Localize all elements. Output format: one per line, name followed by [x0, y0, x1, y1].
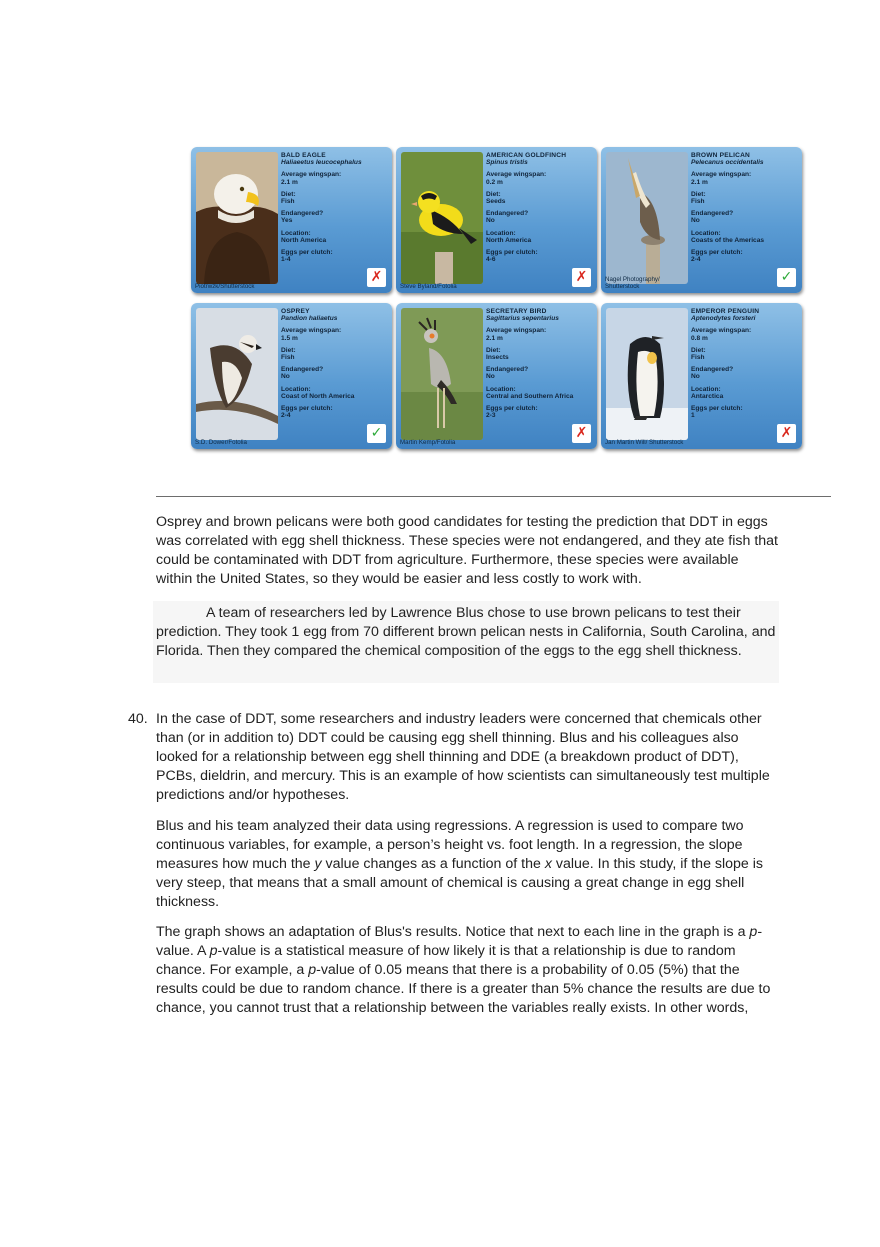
location-value: Coasts of the Americas	[691, 236, 765, 244]
location-label: Location:	[281, 385, 311, 393]
bird-name: OSPREY	[281, 308, 310, 315]
diet-label: Diet:	[281, 346, 296, 354]
bird-card-emperor-penguin	[601, 303, 802, 449]
bird-info	[486, 152, 594, 268]
location-label: Location:	[486, 385, 516, 393]
check-mark-icon: ✓	[367, 424, 386, 443]
text-run: value. In this study, if the slope is very steep, that means that a small amount of chemical is causing a great change in egg shell thickness.	[156, 856, 764, 910]
bald-eagle-photo	[196, 152, 278, 284]
bird-info	[691, 152, 799, 268]
brown-pelican-photo	[606, 152, 688, 284]
bird-card-osprey	[191, 303, 392, 449]
scientific-name: Spinus tristis	[486, 159, 528, 167]
question-number: 40.	[128, 711, 148, 727]
eggs-label: Eggs per clutch:	[281, 405, 333, 413]
diet-label: Diet:	[691, 190, 706, 198]
location-label: Location:	[691, 385, 721, 393]
diet-value: Fish	[281, 354, 295, 362]
variable-x: x	[544, 856, 552, 872]
photo-credit: Jan Martin Will/ Shutterstock	[605, 439, 684, 446]
bird-info	[486, 308, 594, 424]
bird-card-american-goldfinch	[396, 147, 597, 293]
diet-value: Insects	[486, 354, 509, 362]
scientific-name: Aptenodytes forsteri	[691, 315, 756, 323]
diet-value: Fish	[691, 198, 705, 206]
bird-name: BALD EAGLE	[281, 152, 326, 159]
wingspan-value: 2.1 m	[281, 178, 298, 186]
wingspan-label: Average wingspan:	[691, 327, 752, 335]
bird-name: AMERICAN GOLDFINCH	[486, 152, 567, 159]
emperor-penguin-photo	[606, 308, 688, 440]
osprey-photo	[196, 308, 278, 440]
endangered-value: No	[486, 217, 495, 225]
bird-name: EMPEROR PENGUIN	[691, 308, 760, 315]
bird-card-bald-eagle	[191, 147, 392, 293]
photo-credit: Steve Byland/Fotolia	[400, 283, 457, 290]
diet-value: Fish	[691, 354, 705, 362]
wingspan-value: 0.2 m	[486, 178, 503, 186]
endangered-value: Yes	[281, 217, 293, 225]
scientific-name: Sagittarius sepentarius	[486, 315, 559, 323]
location-value: North America	[486, 236, 532, 244]
eggs-label: Eggs per clutch:	[691, 249, 743, 257]
american-goldfinch-photo	[401, 152, 483, 284]
endangered-label: Endangered?	[281, 210, 324, 218]
location-label: Location:	[691, 229, 721, 237]
location-value: North America	[281, 236, 327, 244]
endangered-label: Endangered?	[281, 366, 324, 374]
text-run: Blus and his team analyzed their data using regressions. A regression is used to compare two continuous variables, for example, a person’s height vs. foot length. In a regression, the slope measures how much the	[156, 818, 744, 872]
photo-credit: Piotrwzk/Shutterstock	[195, 283, 255, 290]
bird-cards-figure	[191, 147, 801, 451]
wingspan-label: Average wingspan:	[691, 171, 752, 179]
endangered-label: Endangered?	[486, 366, 529, 374]
p-italic: p	[308, 962, 317, 978]
horizontal-divider	[156, 496, 831, 497]
cross-mark-icon: ✗	[572, 268, 591, 287]
cross-mark-icon: ✗	[572, 424, 591, 443]
location-label: Location:	[486, 229, 516, 237]
eggs-value: 1	[691, 412, 695, 420]
scientific-name: Pelecanus occidentalis	[691, 159, 764, 167]
eggs-value: 2-3	[486, 412, 496, 420]
text-run: -value is a statistical measure of how likely it is that a relationship is due to random chance. For example, a	[156, 943, 736, 978]
wingspan-value: 1.5 m	[281, 334, 298, 342]
diet-label: Diet:	[281, 190, 296, 198]
eggs-value: 4-6	[486, 256, 496, 264]
wingspan-label: Average wingspan:	[486, 171, 547, 179]
p-italic: p	[749, 924, 758, 940]
diet-value: Seeds	[486, 198, 506, 206]
bird-info	[691, 308, 799, 424]
eggs-value: 2-4	[281, 412, 291, 420]
scientific-name: Pandion haliaetus	[281, 315, 338, 323]
cross-mark-icon: ✗	[777, 424, 796, 443]
wingspan-value: 0.8 m	[691, 334, 708, 342]
endangered-label: Endangered?	[691, 366, 734, 374]
location-value: Coast of North America	[281, 392, 355, 400]
bird-card-brown-pelican	[601, 147, 802, 293]
endangered-label: Endangered?	[691, 210, 734, 218]
eggs-label: Eggs per clutch:	[486, 249, 538, 257]
wingspan-value: 2.1 m	[691, 178, 708, 186]
text-run: The graph shows an adaptation of Blus's results. Notice that next to each line in the graph is a	[156, 924, 750, 940]
eggs-value: 2-4	[691, 256, 701, 264]
paragraph-regression	[156, 817, 778, 912]
eggs-value: 1-4	[281, 256, 291, 264]
bird-card-secretary-bird	[396, 303, 597, 449]
cross-mark-icon: ✗	[367, 268, 386, 287]
wingspan-label: Average wingspan:	[281, 171, 342, 179]
diet-label: Diet:	[691, 346, 706, 354]
scientific-name: Haliaeetus leucocephalus	[281, 159, 362, 167]
photo-credit: Martin Kemp/Fotolia	[400, 439, 456, 446]
paragraph-blus-team: A team of researchers led by Lawrence Blus chose to use brown pelicans to test their prediction. They took 1 egg from 70 different brown pelican nests in California, South Carolina, and Florida. Then they compared the chemical composition of the eggs to the egg shell thickness.	[156, 605, 776, 659]
location-value: Antarctica	[691, 392, 724, 400]
eggs-label: Eggs per clutch:	[691, 405, 743, 413]
wingspan-label: Average wingspan:	[281, 327, 342, 335]
paragraph-question-40: In the case of DDT, some researchers and industry leaders were concerned that chemicals other than (or in addition to) DDT could be causing egg shell thinning. Blus and his colleagues also looked for a relationship between egg shell thinning and DDE (a breakdown product of DDT), PCBs, dieldrin, and mercury. This is an example of how scientists can simultaneously test multiple predictions and/or hypotheses.	[156, 711, 770, 803]
diet-label: Diet:	[486, 190, 501, 198]
location-label: Location:	[281, 229, 311, 237]
eggs-label: Eggs per clutch:	[281, 249, 333, 257]
location-value: Central and Southern Africa	[486, 392, 574, 400]
endangered-label: Endangered?	[486, 210, 529, 218]
bird-name: BROWN PELICAN	[691, 152, 751, 159]
text-run: -value. A	[156, 924, 763, 959]
paragraph-candidates: Osprey and brown pelicans were both good candidates for testing the prediction that DDT in eggs was correlated with egg shell thickness. These species were not endangered, and they ate fish that could be contaminated with DDT from agriculture. Furthermore, these species were available within the United States, so they would be easier and less costly to work with.	[156, 514, 778, 587]
text-run: -value of 0.05 means that there is a probability of 0.05 (5%) that the results could be due to random chance. If there is a greater than 5% chance the results are due to chance, you cannot trust that a relationship between the variables really exists. In other words,	[156, 962, 771, 1016]
photo-credit: S.D. Dower/Fotolia	[195, 439, 247, 446]
eggs-label: Eggs per clutch:	[486, 405, 538, 413]
p-italic: p	[209, 943, 218, 959]
bird-info	[281, 152, 389, 268]
diet-value: Fish	[281, 198, 295, 206]
endangered-value: No	[486, 373, 495, 381]
check-mark-icon: ✓	[777, 268, 796, 287]
paragraph-p-value	[156, 923, 778, 1018]
wingspan-label: Average wingspan:	[486, 327, 547, 335]
text-run: value changes as a function of the	[321, 856, 545, 872]
diet-label: Diet:	[486, 346, 501, 354]
endangered-value: No	[691, 217, 700, 225]
endangered-value: No	[281, 373, 290, 381]
bird-name: SECRETARY BIRD	[486, 308, 547, 315]
secretary-bird-photo	[401, 308, 483, 440]
endangered-value: No	[691, 373, 700, 381]
wingspan-value: 2.1 m	[486, 334, 503, 342]
bird-info	[281, 308, 389, 424]
variable-y: y	[314, 856, 322, 872]
photo-credit: Nagel Photography/ Shutterstock	[605, 276, 660, 290]
